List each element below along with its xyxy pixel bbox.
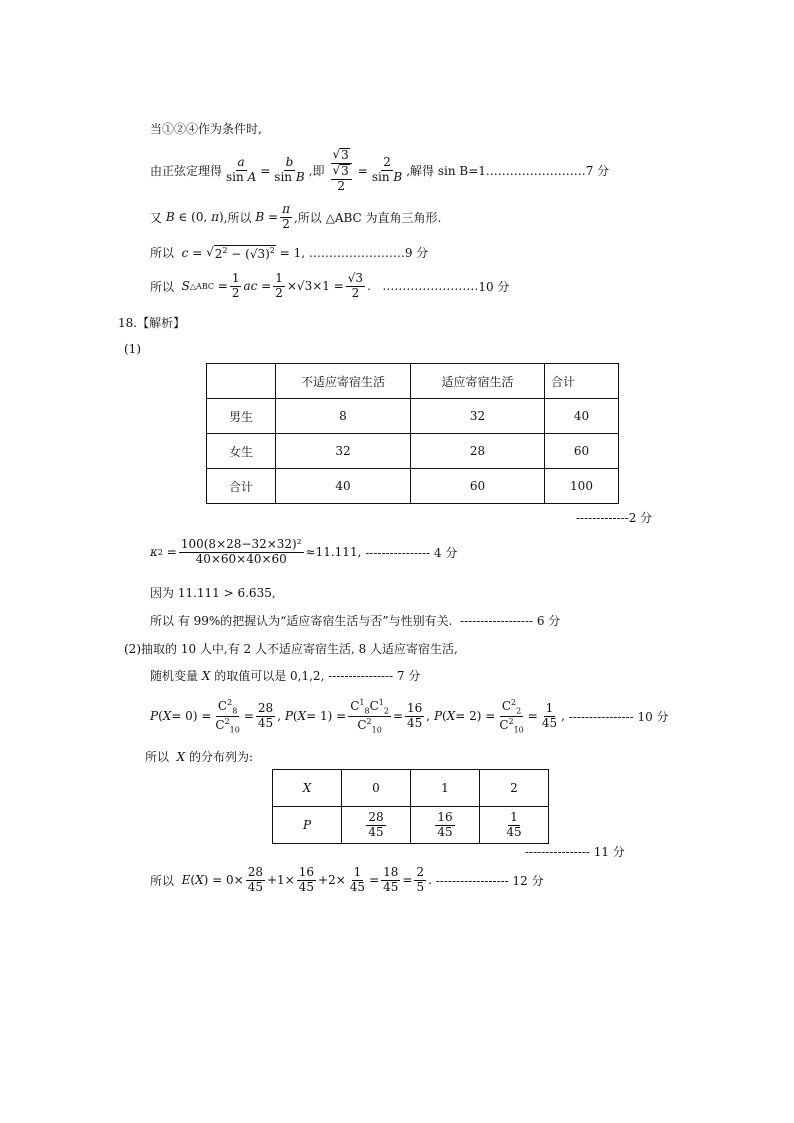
score-2: -------------2 分	[576, 511, 653, 525]
sine-law-prefix: 由正弦定理得	[150, 164, 223, 179]
table-cell: 女生	[207, 434, 276, 469]
table-cell: 0	[342, 770, 411, 807]
table-row	[207, 469, 619, 504]
dot-leader: ……………………	[308, 245, 405, 260]
angle-b-text-a: 又	[150, 210, 163, 225]
table-header-row	[207, 364, 619, 399]
angle-b-text-b: ,所以	[223, 210, 252, 225]
table-cell: $\frac{16}{45}$	[411, 807, 480, 844]
table-cell: 1	[411, 770, 480, 807]
dist-intro-prefix: 所以	[145, 750, 170, 764]
kappa-denominator: 40×60×40×60	[195, 551, 287, 566]
probability-line: P ( X = 0) = $\frac{C^2_8}{C^2_{10}}$ = $\frac{28}{45}$ , P ( X = 1) = $\frac{C^1_8C^1_2}{C^2_{10}}$ = $\frac{16}{45}$ , P ( X = 2) = $\frac{C^2_2}{C^2_{10}}$ = $\frac{1}{45}$ , ---------------- 10 分	[150, 698, 669, 734]
kappa-numerator: 100(8×28−32×32)²	[180, 537, 302, 551]
table-header-cell: 不适应寄宿生活	[276, 364, 411, 399]
area-line: 所以 S △ABC = $\frac{1}{2}$ ac = $\frac{1}{2}$ ×√3×1 = $\frac{√3}{2}$ . …………………… 10 分	[150, 271, 510, 300]
sine-law-mid: ,即	[308, 164, 325, 179]
table-cell: 40	[276, 469, 411, 504]
side-c-prefix: 所以	[150, 246, 175, 260]
score-10: 10 分	[478, 279, 510, 294]
table-cell: 2	[480, 770, 549, 807]
area-end: .	[367, 279, 371, 294]
fraction-pi-over-2: $\frac{\pi}{2}$	[282, 202, 290, 231]
table-header-cell: 适应寄宿生活	[411, 364, 545, 399]
table-cell: 40	[545, 399, 619, 434]
contingency-table	[206, 363, 619, 504]
table-cell: 男生	[207, 399, 276, 434]
table-cell: 合计	[207, 469, 276, 504]
fraction-1-over-2: $\frac{1}{2}$	[275, 271, 283, 300]
table-cell: 32	[411, 399, 545, 434]
part-2-line-2: 随机变量 X 的取值可以是 0,1,2, ---------------- 7 分	[150, 668, 421, 683]
table-cell: 8	[276, 399, 411, 434]
table-row	[273, 770, 549, 807]
score-7: 7 分	[585, 164, 610, 179]
table-cell: 60	[411, 469, 545, 504]
random-variable-values: 的取值可以是 0,1,2,	[214, 669, 325, 683]
fraction-b-over-sinB: $\frac{b}{\text{sin B}}$	[274, 155, 305, 185]
conclusion-line	[150, 612, 560, 629]
score-4: ---------------- 4 分	[365, 545, 458, 560]
table-cell: $\frac{28}{45}$	[342, 807, 411, 844]
score-7-part2: ---------------- 7 分	[328, 669, 421, 683]
dot-leader: ……………………	[382, 279, 479, 294]
score-12: ------------------ 12 分	[435, 873, 544, 888]
kappa-fraction	[179, 538, 304, 567]
table-row	[207, 399, 619, 434]
part-2-line-1: (2)抽取的 10 人中,有 2 人不适应寄宿生活, 8 人适应寄宿生活,	[124, 642, 458, 656]
table-row	[207, 434, 619, 469]
area-prefix: 所以	[150, 279, 175, 294]
fraction-a-over-sinA: $\frac{a}{\text{sin A}}$	[226, 155, 257, 185]
score-9: 9 分	[404, 246, 429, 260]
score-11: ---------------- 11 分	[525, 845, 625, 859]
condition-heading: 当①②④作为条件时,	[150, 122, 262, 136]
table-header-cell	[207, 364, 276, 399]
conclusion-text: 所以 有 99%的把握认为“适应寄宿生活与否”与性别有关.	[150, 614, 453, 628]
fraction-sqrt3-over-sqrt3-2: √ 3 √ 3 2	[327, 148, 356, 193]
kappa-approx: ≈11.111,	[305, 545, 362, 560]
table-cell: 28	[411, 434, 545, 469]
dot-leader: ……………………	[489, 163, 586, 178]
angle-b-text-c: ,所以 △ABC 为直角三角形.	[293, 210, 442, 225]
table-row	[273, 807, 549, 844]
dist-intro-text: 的分布列为:	[189, 750, 254, 764]
table-cell: 100	[545, 469, 619, 504]
fraction-sqrt3-over-2: $\frac{√3}{2}$	[347, 271, 364, 300]
expectation-prefix: 所以	[150, 873, 175, 888]
question-18-title: 18.【解析】	[118, 316, 186, 330]
x-label-cell: X	[273, 770, 342, 807]
expectation-line: 所以 E ( X ) = 0× $\frac{28}{45}$ +1× $\frac{16}{45}$ +2× $\frac{1}{45}$ = $\frac{18}{45}$ = $\frac{2}{5}$ . ------------------ 12 分	[150, 865, 544, 894]
random-variable-label: 随机变量	[150, 669, 199, 683]
table-cell: 60	[545, 434, 619, 469]
table-cell: $\frac{1}{45}$	[480, 807, 549, 844]
score-6: ------------------ 6 分	[460, 614, 561, 628]
p-label-cell: P	[273, 807, 342, 844]
table-cell: 32	[276, 434, 411, 469]
angle-b-line: 又 B ∈ (0, π) ,所以 B = $\frac{\pi}{2}$ ,所以 △ABC 为直角三角形.	[150, 202, 442, 231]
fraction-1-over-2: $\frac{1}{2}$	[231, 271, 240, 300]
distribution-intro: 所以 X 的分布列为:	[145, 749, 254, 764]
table-header-cell: 合计	[545, 364, 619, 399]
because-line: 因为 11.111 > 6.635,	[150, 586, 276, 600]
kappa-square-line: κ 2 = $\frac{\text{100(8×28−32×32)²}}{40\times 60\times 40\times 60}$ ≈11.111, ---------------- 4 分	[150, 537, 458, 566]
part-1-label: (1)	[124, 342, 141, 356]
score-10-part2: ---------------- 10 分	[568, 709, 669, 724]
fraction-2-over-sinB: $\frac{2}{\text{sin B}}$	[371, 155, 403, 185]
side-c-line: 所以 c = √ $2^2 - (√3)^2$ = 1, …………………… 9 分	[150, 244, 429, 261]
sine-law-solve: ,解得 sin B=1.	[406, 164, 490, 179]
sine-law-line: 由正弦定理得 $\frac{a}{\text{sin A}}$ = $\frac{b}{\text{sin B}}$ ,即 √ 3 √ 3 2 = $\frac{2}{\text{sin B}}$ ,解得 sin B=1. …………………… 7 分	[150, 147, 610, 193]
distribution-table	[272, 769, 549, 844]
